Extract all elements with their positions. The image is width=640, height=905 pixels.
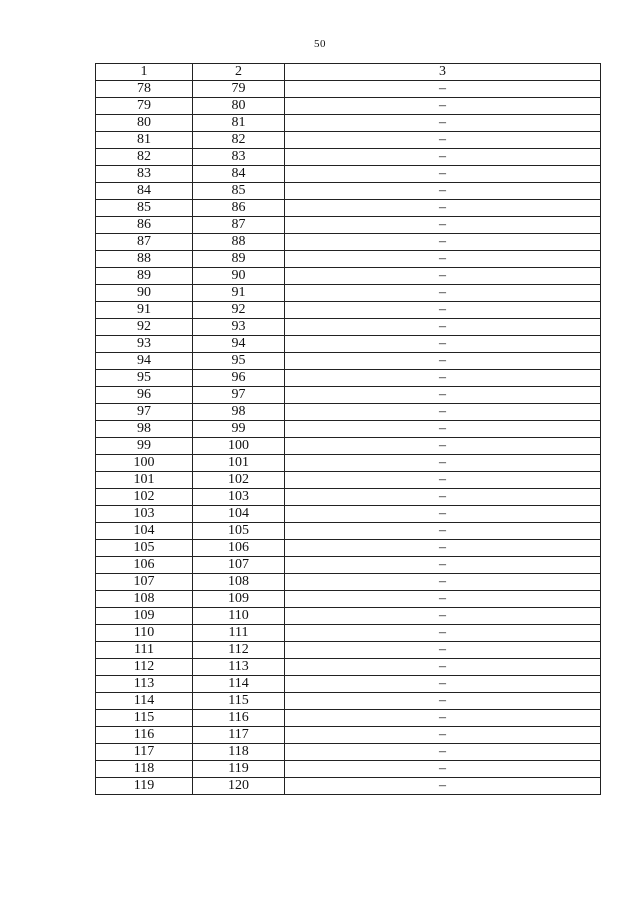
table-cell-col-1: 81 [96,132,193,149]
table-cell-col-1: 83 [96,166,193,183]
table-row [96,234,601,251]
table-row [96,81,601,98]
table-cell-col-3: – [285,234,601,251]
table-cell-col-3: – [285,472,601,489]
column-header-1: 1 [96,64,193,81]
table-cell-col-3: – [285,693,601,710]
table-cell-col-2: 81 [193,115,285,132]
table-row [96,149,601,166]
table-cell-col-2: 120 [193,778,285,795]
table-row [96,302,601,319]
table-cell-col-2: 82 [193,132,285,149]
table-cell-col-3: – [285,523,601,540]
table-row [96,115,601,132]
table-cell-col-2: 101 [193,455,285,472]
table-cell-col-3: – [285,81,601,98]
table-cell-col-3: – [285,183,601,200]
table-cell-col-3: – [285,200,601,217]
table-row [96,744,601,761]
table-cell-col-1: 104 [96,523,193,540]
table-cell-col-2: 117 [193,727,285,744]
table-cell-col-2: 114 [193,676,285,693]
table-cell-col-3: – [285,455,601,472]
table-cell-col-3: – [285,540,601,557]
table-cell-col-1: 82 [96,149,193,166]
column-header-2: 2 [193,64,285,81]
table-row [96,438,601,455]
table-cell-col-1: 95 [96,370,193,387]
table-row [96,778,601,795]
column-header-3: 3 [285,64,601,81]
table-cell-col-1: 118 [96,761,193,778]
table-body [96,81,601,795]
table-cell-col-3: – [285,132,601,149]
table-cell-col-1: 91 [96,302,193,319]
table-cell-col-3: – [285,778,601,795]
table-row [96,336,601,353]
table-cell-col-1: 106 [96,557,193,574]
table-cell-col-1: 94 [96,353,193,370]
table-cell-col-3: – [285,659,601,676]
table-row [96,132,601,149]
table-cell-col-3: – [285,166,601,183]
table-cell-col-1: 107 [96,574,193,591]
table-cell-col-1: 84 [96,183,193,200]
table-cell-col-3: – [285,591,601,608]
table-cell-col-1: 100 [96,455,193,472]
table-cell-col-3: – [285,302,601,319]
table-cell-col-1: 114 [96,693,193,710]
table-row [96,693,601,710]
table-cell-col-3: – [285,744,601,761]
table-cell-col-2: 84 [193,166,285,183]
table-cell-col-2: 91 [193,285,285,302]
table-cell-col-2: 112 [193,642,285,659]
table-cell-col-1: 96 [96,387,193,404]
table-cell-col-2: 113 [193,659,285,676]
table-cell-col-3: – [285,421,601,438]
table-cell-col-2: 102 [193,472,285,489]
table-row [96,761,601,778]
table-cell-col-2: 96 [193,370,285,387]
table-cell-col-1: 86 [96,217,193,234]
table-cell-col-3: – [285,336,601,353]
table-cell-col-1: 97 [96,404,193,421]
table-row [96,217,601,234]
data-table [95,63,601,795]
table-cell-col-2: 109 [193,591,285,608]
table-cell-col-2: 92 [193,302,285,319]
table-header [96,64,601,81]
table-cell-col-3: – [285,217,601,234]
table-cell-col-1: 89 [96,268,193,285]
table-row [96,608,601,625]
table-cell-col-1: 85 [96,200,193,217]
table-cell-col-2: 103 [193,489,285,506]
table-cell-col-1: 99 [96,438,193,455]
table-row [96,727,601,744]
table-cell-col-1: 115 [96,710,193,727]
table-cell-col-3: – [285,251,601,268]
table-cell-col-3: – [285,625,601,642]
table-row [96,489,601,506]
table-cell-col-1: 98 [96,421,193,438]
table-cell-col-3: – [285,370,601,387]
table-cell-col-3: – [285,268,601,285]
table-cell-col-3: – [285,574,601,591]
table-row [96,710,601,727]
table-row [96,455,601,472]
table-cell-col-1: 87 [96,234,193,251]
table-cell-col-3: – [285,557,601,574]
table-row [96,506,601,523]
table-cell-col-1: 112 [96,659,193,676]
table-cell-col-3: – [285,489,601,506]
table-row [96,251,601,268]
table-cell-col-1: 88 [96,251,193,268]
table-cell-col-3: – [285,438,601,455]
table-cell-col-1: 119 [96,778,193,795]
table-cell-col-1: 90 [96,285,193,302]
table-cell-col-2: 98 [193,404,285,421]
table-cell-col-2: 79 [193,81,285,98]
table-row [96,268,601,285]
table-cell-col-3: – [285,319,601,336]
table-cell-col-3: – [285,727,601,744]
table-cell-col-2: 106 [193,540,285,557]
table-cell-col-2: 118 [193,744,285,761]
table-cell-col-2: 93 [193,319,285,336]
table-cell-col-2: 83 [193,149,285,166]
table-cell-col-2: 104 [193,506,285,523]
table-cell-col-1: 102 [96,489,193,506]
table-row [96,166,601,183]
table-cell-col-1: 92 [96,319,193,336]
table-row [96,353,601,370]
table-row [96,659,601,676]
table-cell-col-2: 89 [193,251,285,268]
table-cell-col-3: – [285,506,601,523]
table-cell-col-3: – [285,761,601,778]
table-cell-col-1: 79 [96,98,193,115]
table-cell-col-2: 86 [193,200,285,217]
table-cell-col-3: – [285,676,601,693]
table-cell-col-3: – [285,353,601,370]
table-cell-col-1: 78 [96,81,193,98]
table-row [96,98,601,115]
table-row [96,540,601,557]
table-cell-col-2: 115 [193,693,285,710]
table-row [96,404,601,421]
table-cell-col-1: 105 [96,540,193,557]
table-cell-col-1: 113 [96,676,193,693]
table-row [96,642,601,659]
table-cell-col-1: 111 [96,642,193,659]
table-cell-col-1: 109 [96,608,193,625]
table-cell-col-2: 99 [193,421,285,438]
table-cell-col-2: 111 [193,625,285,642]
table-cell-col-3: – [285,149,601,166]
table-cell-col-2: 107 [193,557,285,574]
table-cell-col-2: 95 [193,353,285,370]
table-row [96,421,601,438]
table-row [96,676,601,693]
table-cell-col-1: 108 [96,591,193,608]
table-row [96,591,601,608]
table-cell-col-2: 90 [193,268,285,285]
table-cell-col-2: 97 [193,387,285,404]
table-row [96,370,601,387]
table-cell-col-2: 110 [193,608,285,625]
table-row [96,183,601,200]
table-row [96,523,601,540]
table-cell-col-2: 87 [193,217,285,234]
table-cell-col-1: 110 [96,625,193,642]
table-cell-col-1: 117 [96,744,193,761]
table-cell-col-3: – [285,642,601,659]
table-cell-col-1: 116 [96,727,193,744]
table-cell-col-2: 94 [193,336,285,353]
table-cell-col-1: 103 [96,506,193,523]
table-row [96,319,601,336]
header-row [96,64,601,81]
table-cell-col-3: – [285,710,601,727]
table-cell-col-3: – [285,285,601,302]
table-row [96,557,601,574]
table-row [96,625,601,642]
table-cell-col-1: 93 [96,336,193,353]
table-cell-col-2: 105 [193,523,285,540]
table-cell-col-2: 80 [193,98,285,115]
table-cell-col-1: 80 [96,115,193,132]
table-cell-col-3: – [285,404,601,421]
table-cell-col-3: – [285,98,601,115]
table-row [96,472,601,489]
table-row [96,387,601,404]
table-cell-col-2: 119 [193,761,285,778]
table-cell-col-3: – [285,608,601,625]
table-row [96,285,601,302]
table-cell-col-2: 88 [193,234,285,251]
table-row [96,574,601,591]
table-cell-col-2: 116 [193,710,285,727]
table-row [96,200,601,217]
table-cell-col-3: – [285,387,601,404]
page-number: 50 [314,38,326,50]
table-cell-col-2: 100 [193,438,285,455]
table-cell-col-3: – [285,115,601,132]
table-cell-col-1: 101 [96,472,193,489]
table-cell-col-2: 85 [193,183,285,200]
table-cell-col-2: 108 [193,574,285,591]
